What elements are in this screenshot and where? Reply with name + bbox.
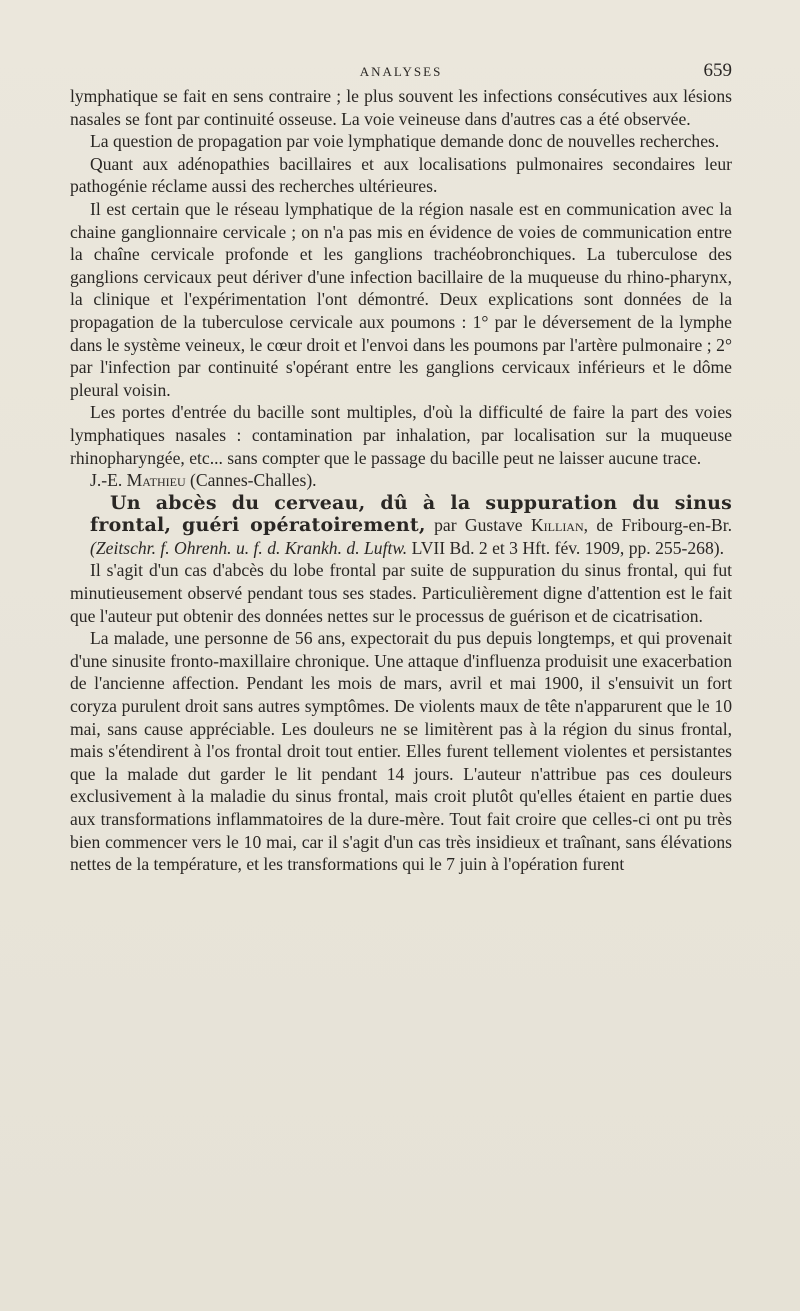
signature-initials: J.-E. xyxy=(90,470,123,491)
page-header xyxy=(70,60,732,84)
paragraph: Quant aux adénopathies bacillaires et aux localisations pulmonaires secondaires leur pathogénie réclame aussi des recherches ultérieures. xyxy=(70,153,732,197)
paragraph: Il s'agit d'un cas d'abcès du lobe frontal par suite de suppuration du sinus frontal, qui fut minutieusement observé pendant tous ses stades. Particulièrement digne d'attention est le fait que l'auteur put obtenir des données nettes sur le processus de guérison et de cicatrisation. xyxy=(70,560,732,626)
running-head: ANALYSES xyxy=(359,64,443,79)
paragraph: La malade, une personne de 56 ans, expectorait du pus depuis longtemps, et qui provenait d'une sinusite fronto-maxillaire chronique. Une attaque d'influenza produisit une exacerbation de l'ancienne affection. Pendant les mois de mars, avril et mai 1900, il s'ensuivit un fort coryza purulent droit sans autres symptômes. De violents maux de tête n'apparurent que le 10 mai, sans cause appréciable. Les douleurs ne se limitèrent pas à la région du sinus frontal, mais s'étendirent à l'os frontal droit tout entier. Elles furent tellement violentes et persistantes que la malade dut garder le lit pendant 14 jours. L'auteur n'attribue pas ces douleurs exclusivement à la maladie du sinus frontal, mais croit plutôt qu'elles étaient en partie dues aux transformations inflammatoires de la dure-mère. Tout fait croire que celles-ci ont pu très bien commencer vers le 10 mai, car il s'agit d'un cas très insidieux et traînant, sans élévations nettes de la température, et les transformations qui le 7 juin à l'opération furent xyxy=(70,628,732,875)
signature-name: Mathieu xyxy=(126,470,186,491)
body-text xyxy=(70,85,732,876)
article-title: Un abcès du cerveau, dû à la suppuration du sinus frontal, guéri opératoirement, xyxy=(90,491,732,537)
article-by: par Gustave xyxy=(425,515,531,536)
paragraph: La question de propagation par voie lymphatique demande donc de nouvelles recherches. xyxy=(90,131,720,152)
page-number: 659 xyxy=(703,60,732,81)
article-author: Killian xyxy=(530,515,584,536)
article-journal: (Zeitschr. f. Ohrenh. u. f. d. Krankh. d. Luftw. xyxy=(90,537,408,558)
paragraph: Les portes d'entrée du bacille sont multiples, d'où la difficulté de faire la part des voies lymphatiques nasales : contamination par inhalation, par localisation sur la muqueuse rhinopharyngée, etc... sans compter que le passage du bacille peut ne laisser aucune trace. xyxy=(70,402,732,468)
review-signature xyxy=(70,469,732,492)
article-city: , de Fribourg-en-Br. xyxy=(583,515,733,536)
paragraph: lymphatique se fait en sens contraire ; le plus souvent les infections consécutives aux lésions nasales se font par continuité osseuse. La voie veineuse dans d'autres cas a été observée. xyxy=(70,86,732,129)
signature-place: (Cannes-Challes). xyxy=(190,470,317,491)
article-heading xyxy=(70,492,732,560)
paragraph: Il est certain que le réseau lymphatique de la région nasale est en communication avec la chaine ganglionnaire cervicale ; on n'a pas mis en évidence de voies de communication entre la chaîne cervicale profonde et les ganglions trachéobronchiques. La tuberculose des ganglions cervicaux peut dériver d'une infection bacillaire de la muqueuse du rhino-pharynx, la clinique et l'expérimentation l'ont démontré. Deux explications sont données de la propagation de la tuberculose cervicale aux poumons : 1° par le déversement de la lymphe dans le système veineux, le cœur droit et l'envoi dans les poumons par l'artère pulmonaire ; 2° par l'infection par continuité s'opérant entre les ganglions cervicaux inférieurs et le dôme pleural voisin. xyxy=(70,198,732,400)
article-ref: LVII Bd. 2 et 3 Hft. fév. 1909, pp. 255-268). xyxy=(407,537,724,558)
